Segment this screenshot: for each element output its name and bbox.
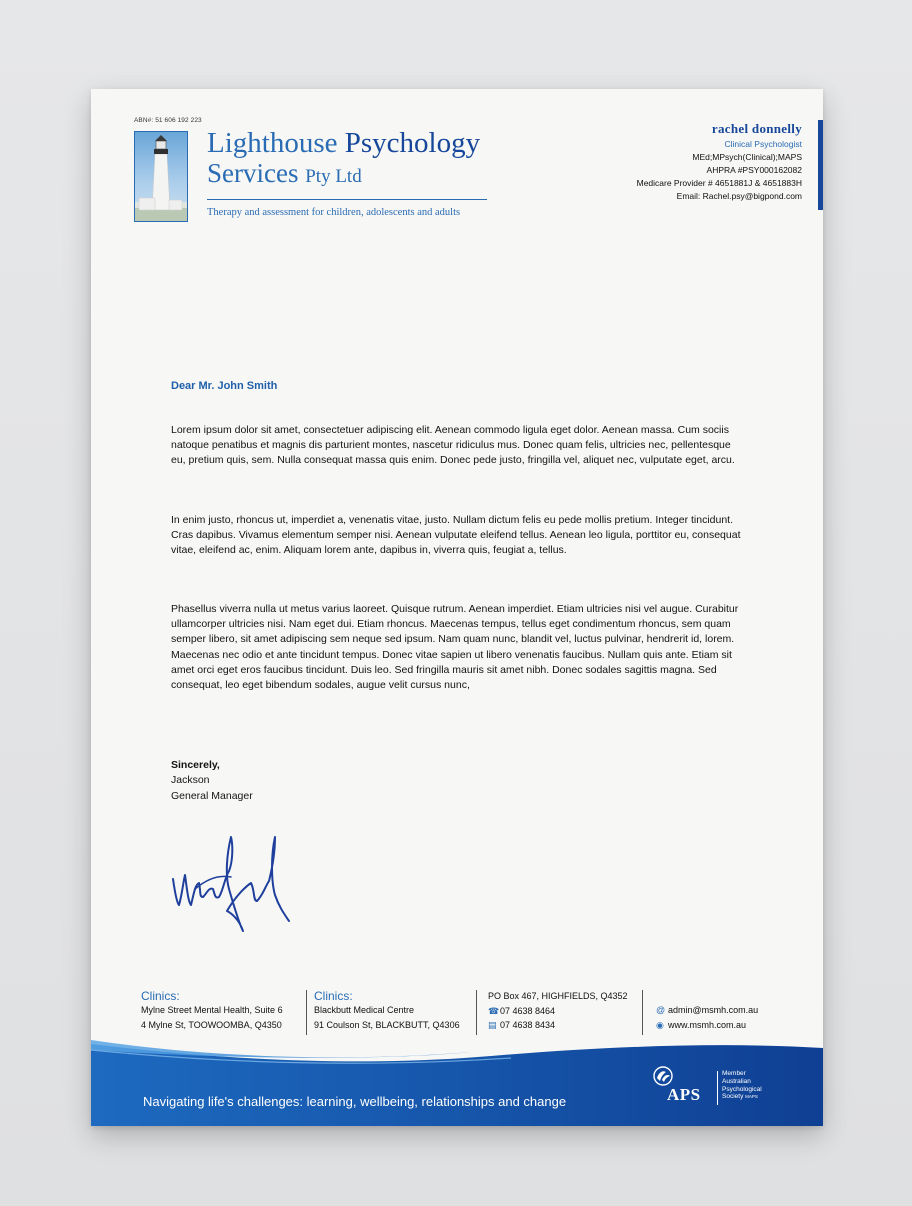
letter-salutation: Dear Mr. John Smith bbox=[171, 380, 278, 392]
footer-divider-1 bbox=[306, 990, 307, 1035]
practitioner-role: Clinical Psychologist bbox=[724, 139, 802, 149]
handwritten-signature bbox=[169, 831, 299, 941]
footer-slogan: Navigating life's challenges: learning, wellbeing, relationships and change bbox=[143, 1094, 567, 1109]
globe-icon: ◉ bbox=[656, 1019, 664, 1030]
footer-web bbox=[656, 1003, 758, 1032]
clinic-2-name: Blackbutt Medical Centre bbox=[314, 1005, 415, 1015]
company-name-psychology: Psychology bbox=[344, 127, 481, 159]
phone-icon: ☎ bbox=[488, 1005, 500, 1016]
signer-title: General Manager bbox=[171, 789, 253, 802]
aps-line-australian: Australian bbox=[722, 1077, 751, 1085]
letter-paragraph-1: Lorem ipsum dolor sit amet, consectetuer adipiscing elit. Aenean commodo ligula eget dolor. Aenean massa. Cum sociis natoque penatibus et magnis dis parturient montes, nascetur ridiculus mus. Donec quam felis, ultricies nec, pellentesque eu, pretium quis, sem. Nulla consequat massa quis enim. Donec pede justo, fringilla vel, aliquet nec, vulputate eget, arcu. bbox=[171, 424, 735, 467]
footer-website: www.msmh.com.au bbox=[668, 1019, 747, 1030]
practitioner-email: Email: Rachel.psy@bigpond.com bbox=[676, 191, 802, 201]
clinic-1-name: Mylne Street Mental Health, Suite 6 bbox=[141, 1005, 283, 1015]
tagline-divider bbox=[207, 199, 487, 200]
footer-divider-3 bbox=[642, 990, 643, 1035]
company-name-services: Services bbox=[207, 158, 299, 188]
signer-name: Jackson bbox=[171, 774, 210, 787]
practitioner-medicare: Medicare Provider # 4651881J & 4651883H bbox=[636, 178, 802, 188]
company-name-lighthouse: Lighthouse bbox=[207, 127, 338, 159]
practitioner-qualifications: MEd;MPsych(Clinical);MAPS bbox=[692, 152, 802, 162]
aps-emblem-icon bbox=[651, 1066, 675, 1086]
aps-line-psychological: Psychological bbox=[722, 1085, 762, 1093]
footer-divider-2 bbox=[476, 990, 477, 1035]
aps-divider bbox=[717, 1071, 718, 1105]
clinic-1-address: 4 Mylne St, TOOWOOMBA, Q4350 bbox=[141, 1019, 282, 1030]
lighthouse-icon bbox=[135, 132, 187, 221]
letterhead-page bbox=[91, 89, 823, 1126]
clinic-2-label: Clinics: bbox=[314, 989, 353, 1003]
aps-wordmark: APS bbox=[667, 1085, 701, 1104]
fax-number: 07 4638 8434 bbox=[500, 1020, 556, 1030]
header-accent-bar bbox=[818, 120, 823, 210]
letter-paragraph-2: In enim justo, rhoncus ut, imperdiet a, venenatis vitae, justo. Nullam dictum felis eu pede mollis pretium. Integer tincidunt. Cras dapibus. Vivamus elementum semper nisi. Aenean vulputate eleifend tellus. Aenean leo ligula, porttitor eu, consequat vitae, eleifend ac, enim. Aliquam lorem ante, dapibus in, viverra quis, feugiat a, tellus. bbox=[171, 514, 741, 557]
email-icon: @ bbox=[656, 1005, 666, 1015]
fax-icon: ▤ bbox=[488, 1020, 497, 1030]
aps-line-society: Society bbox=[722, 1093, 744, 1101]
aps-logo bbox=[651, 1066, 811, 1106]
aps-line-member: Member bbox=[722, 1070, 746, 1077]
aps-member-text bbox=[722, 1070, 762, 1101]
abn-number: ABN#: 51 606 192 223 bbox=[134, 117, 202, 124]
closing-word: Sincerely, bbox=[171, 759, 220, 771]
letter-closing bbox=[171, 758, 253, 804]
clinic-1-label: Clinics: bbox=[141, 989, 180, 1003]
practitioner-ahpra: AHPRA #PSY000162082 bbox=[706, 165, 802, 175]
company-name bbox=[207, 129, 480, 187]
postal-address: PO Box 467, HIGHFIELDS, Q4352 bbox=[488, 991, 628, 1001]
footer-postal bbox=[488, 989, 628, 1033]
practitioner-contact-block bbox=[637, 121, 802, 201]
footer-email: admin@msmh.com.au bbox=[668, 1005, 759, 1015]
company-tagline: Therapy and assessment for children, adolescents and adults bbox=[207, 207, 461, 218]
aps-line-maps: MAPS bbox=[745, 1094, 758, 1100]
phone-number: 07 4638 8464 bbox=[500, 1005, 556, 1016]
practitioner-name: rachel donnelly bbox=[711, 121, 802, 136]
footer-clinic-2 bbox=[314, 989, 460, 1032]
clinic-2-address: 91 Coulson St, BLACKBUTT, Q4306 bbox=[314, 1019, 460, 1030]
lighthouse-logo-image bbox=[134, 131, 188, 222]
footer-clinic-1 bbox=[141, 989, 283, 1032]
letter-paragraph-3: Phasellus viverra nulla ut metus varius laoreet. Quisque rutrum. Aenean imperdiet. Etiam ultricies nisi vel augue. Curabitur ullamcorper ultricies nisi. Nam eget dui. Etiam rhoncus. Maecenas tempus, tellus eget condimentum rhoncus, sem quam semper libero, sit amet adipiscing sem neque sed ipsum. Nam quam nunc, blandit vel, luctus pulvinar, hendrerit id, lorem. Maecenas nec odio et ante tincidunt tempus. Donec vitae sapien ut libero venenatis faucibus. Nullam quis ante. Etiam sit amet orci eget eros faucibus tincidunt. Duis leo. Sed fringilla mauris sit amet nibh. Donec sodales sagittis magna. Sed consequat, leo eget bibendum sodales, augue velit cursus nunc, bbox=[171, 603, 739, 692]
company-name-pty-ltd: Pty Ltd bbox=[305, 166, 362, 187]
